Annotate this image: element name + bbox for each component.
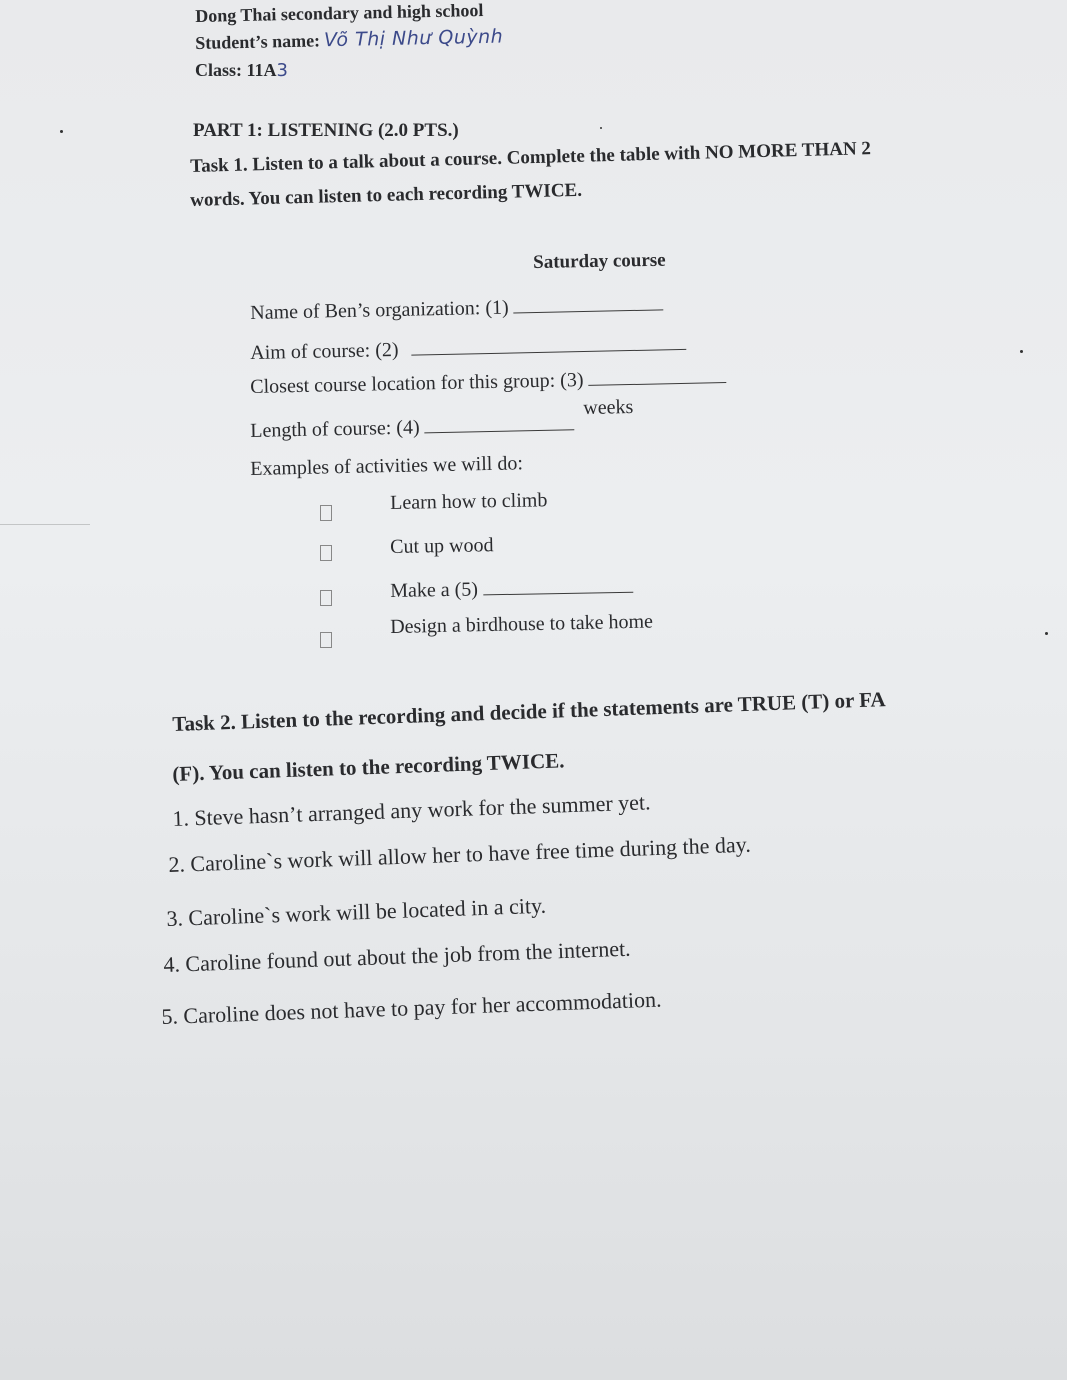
school-name: Dong Thai secondary and high school — [195, 0, 484, 26]
class-handwritten: 3 — [276, 60, 289, 81]
task1-instruction-line1: Task 1. Listen to a talk about a course. Complete the table with NO MORE THAN 2 — [190, 138, 872, 177]
activity-checkbox-2[interactable] — [320, 545, 332, 561]
statement-5: 5. Caroline does not have to pay for her accommodation. — [161, 986, 662, 1029]
student-name-label: Student’s name: — [195, 30, 321, 53]
answer-blank-2[interactable] — [411, 331, 686, 356]
statement-1: 1. Steve hasnʼt arranged any work for the summer yet. — [172, 789, 651, 831]
answer-blank-3[interactable] — [588, 364, 726, 386]
activity-checkbox-3[interactable] — [320, 590, 332, 606]
activity-checkbox-1[interactable] — [320, 505, 332, 521]
table-title: Saturday course — [533, 249, 666, 273]
task2-instruction-line2: (F). You can listen to the recording TWICE. — [172, 748, 565, 786]
field-location — [250, 364, 727, 399]
paper-speck — [1020, 350, 1023, 353]
statement-4: 4. Caroline found out about the job from the internet. — [163, 935, 631, 977]
field-organization — [250, 291, 664, 325]
task1-instruction-line2: words. You can listen to each recording TWICE. — [190, 179, 583, 211]
field-aim — [250, 331, 687, 365]
activities-label: Examples of activities we will do: — [250, 452, 524, 480]
answer-blank-1[interactable] — [513, 291, 663, 313]
field-length-label: Length of course: (4) — [250, 416, 420, 442]
activity-item-3 — [390, 574, 633, 603]
paper-speck — [600, 127, 602, 129]
statement-2: 2. Carolineˋs work will allow her to have free time during the day. — [168, 831, 752, 877]
paper-speck — [1045, 632, 1048, 635]
student-name-handwritten: Võ Thị Như Quỳnh — [323, 25, 504, 52]
class-label: Class: 11A — [195, 60, 277, 80]
field-location-label: Closest course location for this group: (3) — [250, 369, 584, 398]
task2-instruction-line1: Task 2. Listen to the recording and decide if the statements are TRUE (T) or FA — [172, 687, 886, 736]
student-name-row — [195, 26, 503, 54]
activity-item-4: Design a birdhouse to take home — [390, 610, 654, 638]
activity-item-3-label: Make a (5) — [390, 578, 479, 602]
part1-title: PART 1: LISTENING (2.0 PTS.) — [193, 120, 459, 141]
answer-blank-5[interactable] — [483, 574, 633, 596]
field-aim-label: Aim of course: (2) — [250, 338, 399, 364]
statement-3: 3. Carolineˋs work will be located in a city. — [166, 892, 547, 931]
field-length — [250, 395, 634, 443]
class-row — [195, 60, 288, 81]
paper-fold-line — [0, 524, 90, 525]
weeks-label: weeks — [583, 395, 634, 420]
field-organization-label: Name of Ben’s organization: (1) — [250, 296, 509, 324]
activity-item-2: Cut up wood — [390, 534, 494, 558]
activity-item-1: Learn how to climb — [390, 489, 548, 514]
answer-blank-4[interactable] — [424, 411, 574, 433]
paper-speck — [60, 130, 63, 133]
activity-checkbox-4[interactable] — [320, 632, 332, 648]
